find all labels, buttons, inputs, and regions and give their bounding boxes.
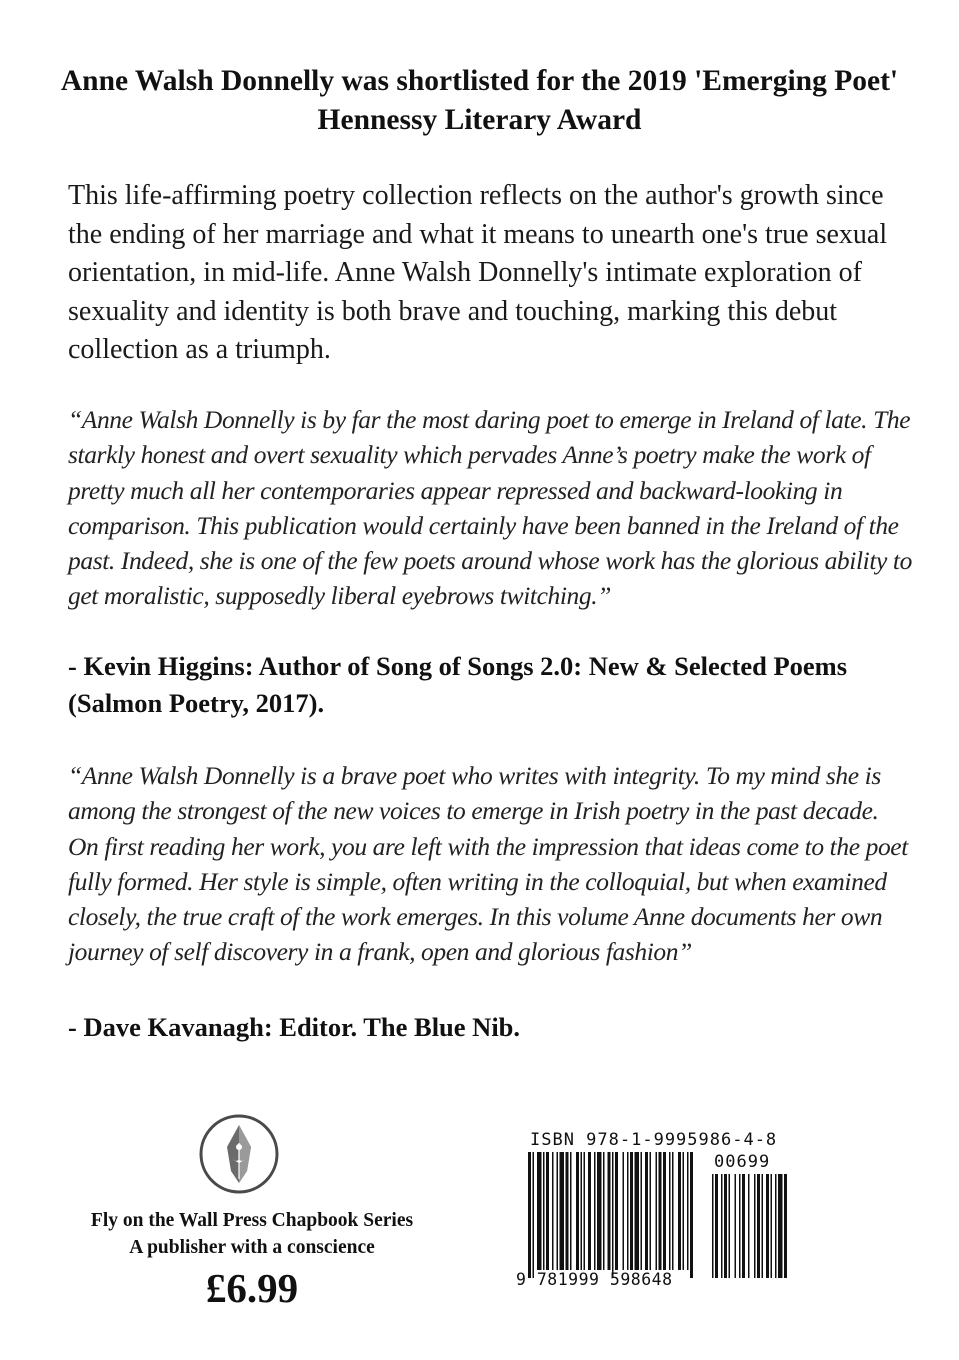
barcode-bar — [650, 1152, 652, 1270]
ean-digits: 9 781999 598648 — [516, 1270, 673, 1289]
pen-nib-icon — [198, 1113, 280, 1195]
barcode-addon-bar — [735, 1174, 737, 1278]
barcode-addon-bar — [742, 1174, 745, 1278]
barcode-addon-bar — [715, 1174, 718, 1278]
barcode-addon-bar — [766, 1174, 769, 1278]
barcode-addon-bar — [762, 1174, 764, 1278]
barcode-bar — [683, 1152, 685, 1270]
barcode-addon-bar — [784, 1174, 787, 1278]
publisher-tagline: A publisher with a conscience — [129, 1237, 375, 1258]
barcode-bar — [608, 1152, 611, 1270]
barcode-bar — [645, 1152, 648, 1270]
barcode-bar — [678, 1152, 681, 1270]
award-headline: Anne Walsh Donnelly was shortlisted for the 2019 'Emerging Poet' Hennessy Literary Award — [60, 65, 899, 136]
barcode-bar — [546, 1152, 549, 1270]
barcode-addon-bar — [757, 1174, 760, 1278]
review-quote-2: “Anne Walsh Donnelly is a brave poet who writes with integrity. To my mind she is among the strongest of the new voices to emerge in Irish poetry in the past decade. On first reading her work, you are left with the impression that ideas come to the poet fully formed. Her style is simple, often writing in the colloquial, but when examined closely, the true craft of the work emerges. In this volume Anne documents her own journey of self discovery in a frank, open and glorious fashion” — [68, 761, 908, 967]
isbn-barcode — [514, 1130, 806, 1298]
book-blurb: This life-affirming poetry collection reflects on the author's growth since the ending of her marriage and what it means to unearth one's true sexual orientation, in mid-life. Anne Walsh Donnelly's intimate exploration of sexuality and identity is both brave and touching, marking this debut collection as a triumph. — [68, 180, 888, 365]
barcode-addon-bar — [778, 1174, 783, 1278]
barcode-addon-bar — [775, 1174, 777, 1278]
barcode-bar — [584, 1152, 586, 1270]
barcode-bar — [570, 1152, 572, 1270]
barcode-bar — [560, 1152, 565, 1270]
barcode-bar — [627, 1152, 629, 1270]
barcode-addon-bar — [729, 1174, 731, 1278]
barcode-bar — [641, 1152, 643, 1270]
barcode-addon-bar — [712, 1174, 714, 1278]
barcode-addon-digits: 00699 — [714, 1152, 771, 1172]
barcode-bar — [669, 1152, 671, 1270]
barcode-addon-bar — [724, 1174, 727, 1278]
barcode-bar — [656, 1152, 658, 1270]
barcode-bar — [533, 1152, 535, 1278]
barcode-bar — [615, 1152, 618, 1270]
barcode-bar — [576, 1152, 579, 1270]
barcode-addon-bar — [748, 1174, 750, 1278]
barcode-bar — [588, 1152, 591, 1270]
barcode-addon-bar — [771, 1174, 773, 1278]
barcode-bar — [659, 1152, 662, 1270]
barcode-bar — [594, 1152, 596, 1270]
barcode-bar — [543, 1152, 545, 1270]
barcode-bar — [597, 1152, 602, 1270]
barcode-addon-bar — [739, 1174, 741, 1278]
barcode-bar — [630, 1152, 633, 1270]
barcode-bar — [557, 1152, 559, 1270]
barcode-bar — [635, 1152, 640, 1270]
review-attribution-2: - Dave Kavanagh: Editor. The Blue Nib. — [68, 1012, 521, 1042]
barcode-bar — [528, 1152, 531, 1278]
barcode-bar — [687, 1152, 689, 1270]
barcode-bar — [537, 1152, 542, 1270]
barcode-bar — [552, 1152, 554, 1270]
barcode-bar — [663, 1152, 666, 1270]
barcode-bar — [612, 1152, 614, 1278]
review-attribution-1: - Kevin Higgins: Author of Song of Songs 2.0: New & Selected Poems (Salmon Poetry, 2017). — [68, 651, 848, 718]
series-name: Fly on the Wall Press Chapbook Series — [90, 1210, 414, 1231]
barcode-addon-bar — [721, 1174, 723, 1278]
barcode-bar — [672, 1152, 674, 1270]
barcode-bar — [690, 1152, 693, 1278]
barcode-addon-bar — [754, 1174, 756, 1278]
barcode-bar — [603, 1152, 605, 1270]
barcode-bar — [581, 1152, 583, 1270]
publisher-info — [40, 1207, 464, 1261]
review-quote-1: “Anne Walsh Donnelly is by far the most daring poet to emerge in Ireland of late. The starkly honest and overt sexuality which pervades Anne’s poetry make the work of pretty much all her contemporaries appear repressed and backward-looking in comparison. This publication would certainly have been banned in the Ireland of the past. Indeed, she is one of the few poets around whose work has the glorious ability to get moralistic, supposedly liberal eyebrows twitching.” — [68, 405, 912, 611]
price: £6.99 — [205, 1265, 299, 1311]
barcode-bar — [566, 1152, 569, 1270]
isbn-label: ISBN 978-1-9995986-4-8 — [530, 1130, 778, 1150]
barcode-bar — [623, 1152, 625, 1270]
